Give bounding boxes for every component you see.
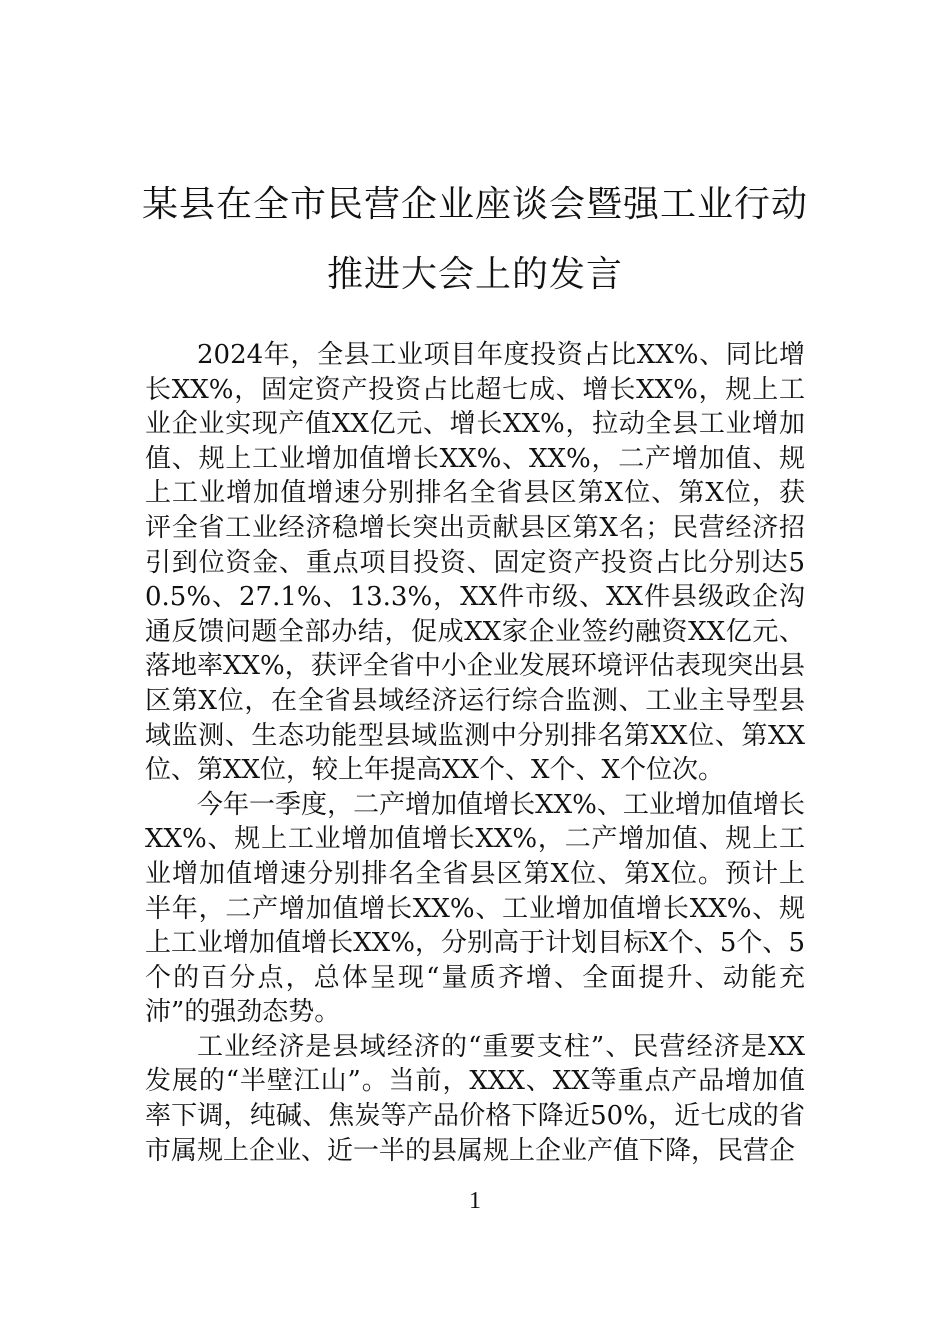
document-body: [145, 338, 805, 1168]
paragraph-1: 2024年，全县工业项目年度投资占比XX%、同比增长XX%，固定资产投资占比超七成、增长XX%，规上工业企业实现产值XX亿元、增长XX%，拉动全县工业增加值、规上工业增加值增长XX%、XX%，二产增加值、规上工业增加值增速分别排名全省县区第X位、第X位，获评全省工业经济稳增长突出贡献县区第X名；民营经济招引到位资金、重点项目投资、固定资产投资占比分别达50.5%、27.1%、13.3%，XX件市级、XX件县级政企沟通反馈问题全部办结，促成XX家企业签约融资XX亿元、落地率XX%，获评全省中小企业发展环境评估表现突出县区第X位，在全省县域经济运行综合监测、工业主导型县域监测、生态功能型县域监测中分别排名第XX位、第XX位、第XX位，较上年提高XX个、X个、X个位次。: [145, 340, 805, 786]
title-line-2: 推进大会上的发言: [326, 254, 623, 295]
paragraph-2: 今年一季度，二产增加值增长XX%、工业增加值增长XX%、规上工业增加值增长XX%，二产增加值、规上工业增加值增速分别排名全省县区第X位、第X位。预计上半年，二产增加值增长XX%、工业增加值增长XX%、规上工业增加值增长XX%，分别高于计划目标X个、5个、5个的百分点，总体呈现“量质齐增、全面提升、动能充沛”的强劲态势。: [145, 789, 805, 1028]
paragraph-3: 工业经济是县域经济的“重要支柱”、民营经济是XX发展的“半壁江山”。当前，XXX、XX等重点产品增加值率下调，纯碱、焦炭等产品价格下降近50%，近七成的省市属规上企业、近一半的县属规上企业产值下降，民营企: [145, 1031, 805, 1166]
title-line-1: 某县在全市民营企业座谈会暨强工业行动: [141, 184, 808, 225]
page-number: 1: [469, 1188, 481, 1214]
document-title: [120, 170, 830, 310]
